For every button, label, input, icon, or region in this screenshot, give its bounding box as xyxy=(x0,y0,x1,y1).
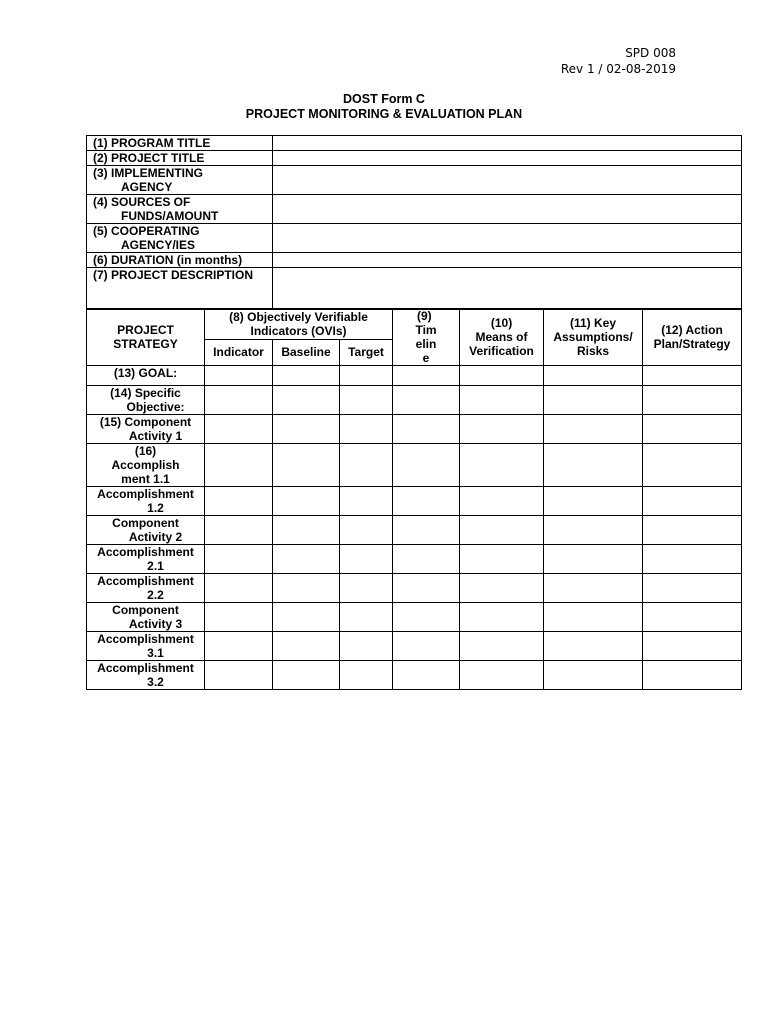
row-label: (13) GOAL: xyxy=(87,366,205,386)
plan-cell[interactable] xyxy=(393,366,460,386)
means-of-verification-header: (10) Means of Verification xyxy=(460,309,544,366)
row-label: Accomplishment 3.1 xyxy=(87,632,205,661)
plan-cell[interactable] xyxy=(643,603,742,632)
plan-cell[interactable] xyxy=(340,487,393,516)
program-title-field[interactable] xyxy=(273,136,742,151)
plan-cell[interactable] xyxy=(643,516,742,545)
project-info-table xyxy=(86,135,742,310)
plan-cell[interactable] xyxy=(643,415,742,444)
plan-cell[interactable] xyxy=(544,545,643,574)
plan-cell[interactable] xyxy=(340,516,393,545)
project-description-field[interactable] xyxy=(273,268,742,310)
plan-cell[interactable] xyxy=(460,661,544,690)
plan-cell[interactable] xyxy=(393,603,460,632)
plan-cell[interactable] xyxy=(340,545,393,574)
plan-row xyxy=(87,415,742,444)
plan-cell[interactable] xyxy=(460,386,544,415)
plan-cell[interactable] xyxy=(205,632,273,661)
cooperating-agency-field[interactable] xyxy=(273,224,742,253)
duration-label: (6) DURATION (in months) xyxy=(87,253,273,268)
plan-row xyxy=(87,487,742,516)
plan-cell[interactable] xyxy=(393,487,460,516)
row-label: Component Activity 3 xyxy=(87,603,205,632)
plan-cell[interactable] xyxy=(460,415,544,444)
plan-cell[interactable] xyxy=(393,661,460,690)
indicator-header: Indicator xyxy=(205,339,273,365)
project-strategy-header: PROJECT STRATEGY xyxy=(87,309,205,366)
plan-row xyxy=(87,632,742,661)
plan-cell[interactable] xyxy=(205,603,273,632)
plan-cell[interactable] xyxy=(393,444,460,487)
plan-cell[interactable] xyxy=(643,661,742,690)
plan-cell[interactable] xyxy=(205,415,273,444)
plan-cell[interactable] xyxy=(205,487,273,516)
plan-cell[interactable] xyxy=(643,574,742,603)
form-name: DOST Form C xyxy=(343,92,425,106)
plan-cell[interactable] xyxy=(544,574,643,603)
plan-cell[interactable] xyxy=(643,366,742,386)
cooperating-agency-label: (5) COOPERATING AGENCY/IES xyxy=(87,224,273,253)
key-assumptions-header: (11) Key Assumptions/ Risks xyxy=(544,309,643,366)
plan-cell[interactable] xyxy=(544,444,643,487)
plan-cell[interactable] xyxy=(393,574,460,603)
plan-cell[interactable] xyxy=(544,632,643,661)
plan-row xyxy=(87,545,742,574)
plan-row xyxy=(87,516,742,545)
plan-row xyxy=(87,386,742,415)
plan-row xyxy=(87,366,742,386)
plan-cell[interactable] xyxy=(393,415,460,444)
implementing-agency-field[interactable] xyxy=(273,166,742,195)
plan-cell[interactable] xyxy=(460,574,544,603)
plan-cell[interactable] xyxy=(393,386,460,415)
plan-row xyxy=(87,574,742,603)
plan-cell[interactable] xyxy=(643,632,742,661)
plan-cell[interactable] xyxy=(273,487,340,516)
row-label: (15) Component Activity 1 xyxy=(87,415,205,444)
baseline-header: Baseline xyxy=(273,339,340,365)
implementing-agency-label: (3) IMPLEMENTING AGENCY xyxy=(87,166,273,195)
document-code xyxy=(561,45,676,77)
plan-cell[interactable] xyxy=(643,487,742,516)
monitoring-plan-table xyxy=(86,308,742,690)
plan-cell[interactable] xyxy=(460,516,544,545)
plan-cell[interactable] xyxy=(643,386,742,415)
plan-cell[interactable] xyxy=(205,545,273,574)
plan-cell[interactable] xyxy=(544,386,643,415)
plan-row xyxy=(87,444,742,487)
form-title xyxy=(0,92,768,122)
row-label: (14) Specific Objective: xyxy=(87,386,205,415)
plan-cell[interactable] xyxy=(273,444,340,487)
row-label: Accomplishment 3.2 xyxy=(87,661,205,690)
plan-cell[interactable] xyxy=(273,632,340,661)
program-title-label: (1) PROGRAM TITLE xyxy=(87,136,273,151)
plan-cell[interactable] xyxy=(393,545,460,574)
row-label: Accomplishment 2.2 xyxy=(87,574,205,603)
plan-cell[interactable] xyxy=(544,487,643,516)
plan-row xyxy=(87,661,742,690)
sources-of-funds-label: (4) SOURCES OF FUNDS/AMOUNT xyxy=(87,195,273,224)
plan-cell[interactable] xyxy=(340,574,393,603)
project-title-field[interactable] xyxy=(273,151,742,166)
plan-cell[interactable] xyxy=(460,487,544,516)
plan-cell[interactable] xyxy=(273,574,340,603)
plan-cell[interactable] xyxy=(460,444,544,487)
form-heading: PROJECT MONITORING & EVALUATION PLAN xyxy=(245,107,523,121)
revision-date: Rev 1 / 02-08-2019 xyxy=(560,62,676,76)
project-description-label: (7) PROJECT DESCRIPTION xyxy=(87,268,273,310)
plan-cell[interactable] xyxy=(273,661,340,690)
plan-cell[interactable] xyxy=(205,661,273,690)
plan-cell[interactable] xyxy=(460,366,544,386)
plan-cell[interactable] xyxy=(544,603,643,632)
plan-cell[interactable] xyxy=(273,366,340,386)
plan-cell[interactable] xyxy=(340,603,393,632)
plan-cell[interactable] xyxy=(544,366,643,386)
plan-cell[interactable] xyxy=(205,574,273,603)
plan-cell[interactable] xyxy=(273,415,340,444)
action-plan-header: (12) Action Plan/Strategy xyxy=(643,309,742,366)
plan-cell[interactable] xyxy=(544,661,643,690)
plan-cell[interactable] xyxy=(205,386,273,415)
row-label: Accomplishment 1.2 xyxy=(87,487,205,516)
ovi-header: (8) Objectively Verifiable Indicators (OVIs) xyxy=(205,309,393,340)
plan-cell[interactable] xyxy=(340,632,393,661)
plan-cell[interactable] xyxy=(393,516,460,545)
plan-cell[interactable] xyxy=(340,366,393,386)
plan-cell[interactable] xyxy=(544,415,643,444)
plan-cell[interactable] xyxy=(273,386,340,415)
sources-of-funds-field[interactable] xyxy=(273,195,742,224)
plan-cell[interactable] xyxy=(393,632,460,661)
timeline-header: (9) Tim elin e xyxy=(393,309,460,366)
project-title-label: (2) PROJECT TITLE xyxy=(87,151,273,166)
plan-cell[interactable] xyxy=(273,516,340,545)
plan-cell[interactable] xyxy=(273,603,340,632)
plan-cell[interactable] xyxy=(643,444,742,487)
plan-cell[interactable] xyxy=(643,545,742,574)
plan-cell[interactable] xyxy=(340,415,393,444)
plan-cell[interactable] xyxy=(460,632,544,661)
plan-cell[interactable] xyxy=(544,516,643,545)
row-label: Accomplishment 2.1 xyxy=(87,545,205,574)
plan-cell[interactable] xyxy=(340,661,393,690)
plan-cell[interactable] xyxy=(460,545,544,574)
row-label: Component Activity 2 xyxy=(87,516,205,545)
duration-field[interactable] xyxy=(273,253,742,268)
plan-cell[interactable] xyxy=(340,386,393,415)
plan-cell[interactable] xyxy=(205,444,273,487)
plan-cell[interactable] xyxy=(460,603,544,632)
target-header: Target xyxy=(340,339,393,365)
form-code: SPD 008 xyxy=(625,46,676,60)
plan-cell[interactable] xyxy=(340,444,393,487)
row-label: (16) Accomplish ment 1.1 xyxy=(87,444,205,487)
plan-row xyxy=(87,603,742,632)
plan-cell[interactable] xyxy=(273,545,340,574)
plan-cell[interactable] xyxy=(205,516,273,545)
plan-cell[interactable] xyxy=(205,366,273,386)
